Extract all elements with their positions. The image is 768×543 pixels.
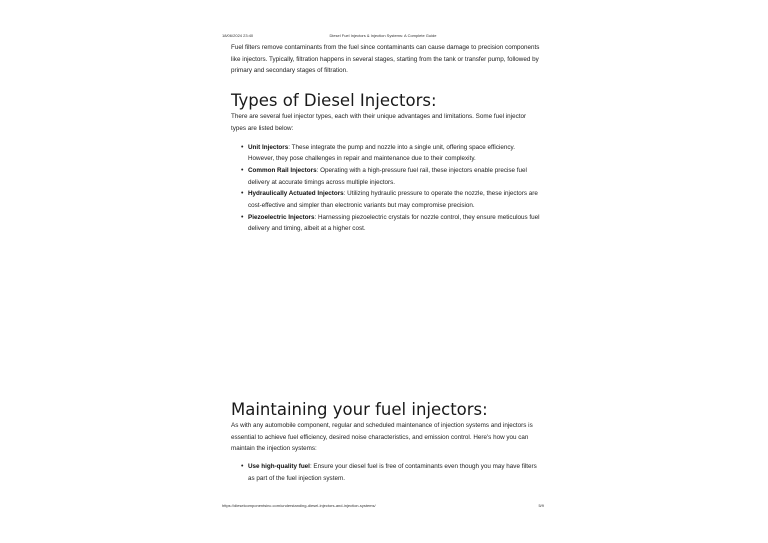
list-item-text: : These integrate the pump and nozzle into a single unit, offering space efficiency. However, they pose challenges in repair and maintenance due to their complexity. <box>248 143 515 163</box>
maintenance-section <box>231 400 541 485</box>
types-heading: Types of Diesel Injectors: <box>231 91 437 111</box>
list-item <box>248 212 541 235</box>
list-item-term: Hydraulically Actuated Injectors <box>248 190 344 198</box>
list-item <box>248 142 541 165</box>
maintenance-heading: Maintaining your fuel injectors: <box>231 400 488 419</box>
print-url: https://dieselcomponentsinc.com/understanding-diesel-injectors-and-injection-systems/ <box>222 503 376 508</box>
types-intro: There are several fuel injector types, each with their unique advantages and limitations. Some fuel injector types are listed below: <box>231 113 527 132</box>
list-item <box>248 165 541 188</box>
types-list <box>231 142 541 236</box>
maintenance-list <box>231 461 541 484</box>
print-title: Diesel Fuel Injectors & Injection Systems: A Complete Guide <box>329 33 437 38</box>
maintenance-intro: As with any automobile component, regular and scheduled maintenance of injection systems and injectors is essential to achieve fuel efficiency, desired noise characteristics, and emission control. Here's how you can maintain the injection systems: <box>231 422 533 453</box>
list-item-text: : Harnessing piezoelectric crystals for nozzle control, they ensure meticulous fuel delivery and timing, albeit at a higher cost. <box>248 213 540 233</box>
article-content <box>231 42 541 235</box>
page-number: 5/9 <box>538 503 544 508</box>
list-item <box>248 461 541 484</box>
filters-paragraph: Fuel filters remove contaminants from the fuel since contaminants can cause damage to precision components like injectors. Typically, filtration happens in several stages, starting from the tank or transfer pump, followed by primary and secondary stages of filtration. <box>231 44 540 75</box>
list-item-text: : Ensure your diesel fuel is free of contaminants even though you may have filters as part of the fuel injection system. <box>248 463 537 482</box>
print-date: 18/06/2024 23:40 <box>222 33 254 38</box>
list-item <box>248 188 541 211</box>
list-item-term: Use high-quality fuel <box>248 463 310 471</box>
list-item-term: Piezoelectric Injectors <box>248 213 315 221</box>
list-item-term: Unit Injectors <box>248 143 289 151</box>
list-item-text: : Operating with a high-pressure fuel rail, these injectors enable precise fuel delivery at accurate timings across multiple injectors. <box>248 166 527 186</box>
list-item-text: : Utilizing hydraulic pressure to operate the nozzle, these injectors are cost-effective and simpler than electronic variants but may compromise precision. <box>248 190 538 210</box>
list-item-term: Common Rail Injectors <box>248 166 317 174</box>
